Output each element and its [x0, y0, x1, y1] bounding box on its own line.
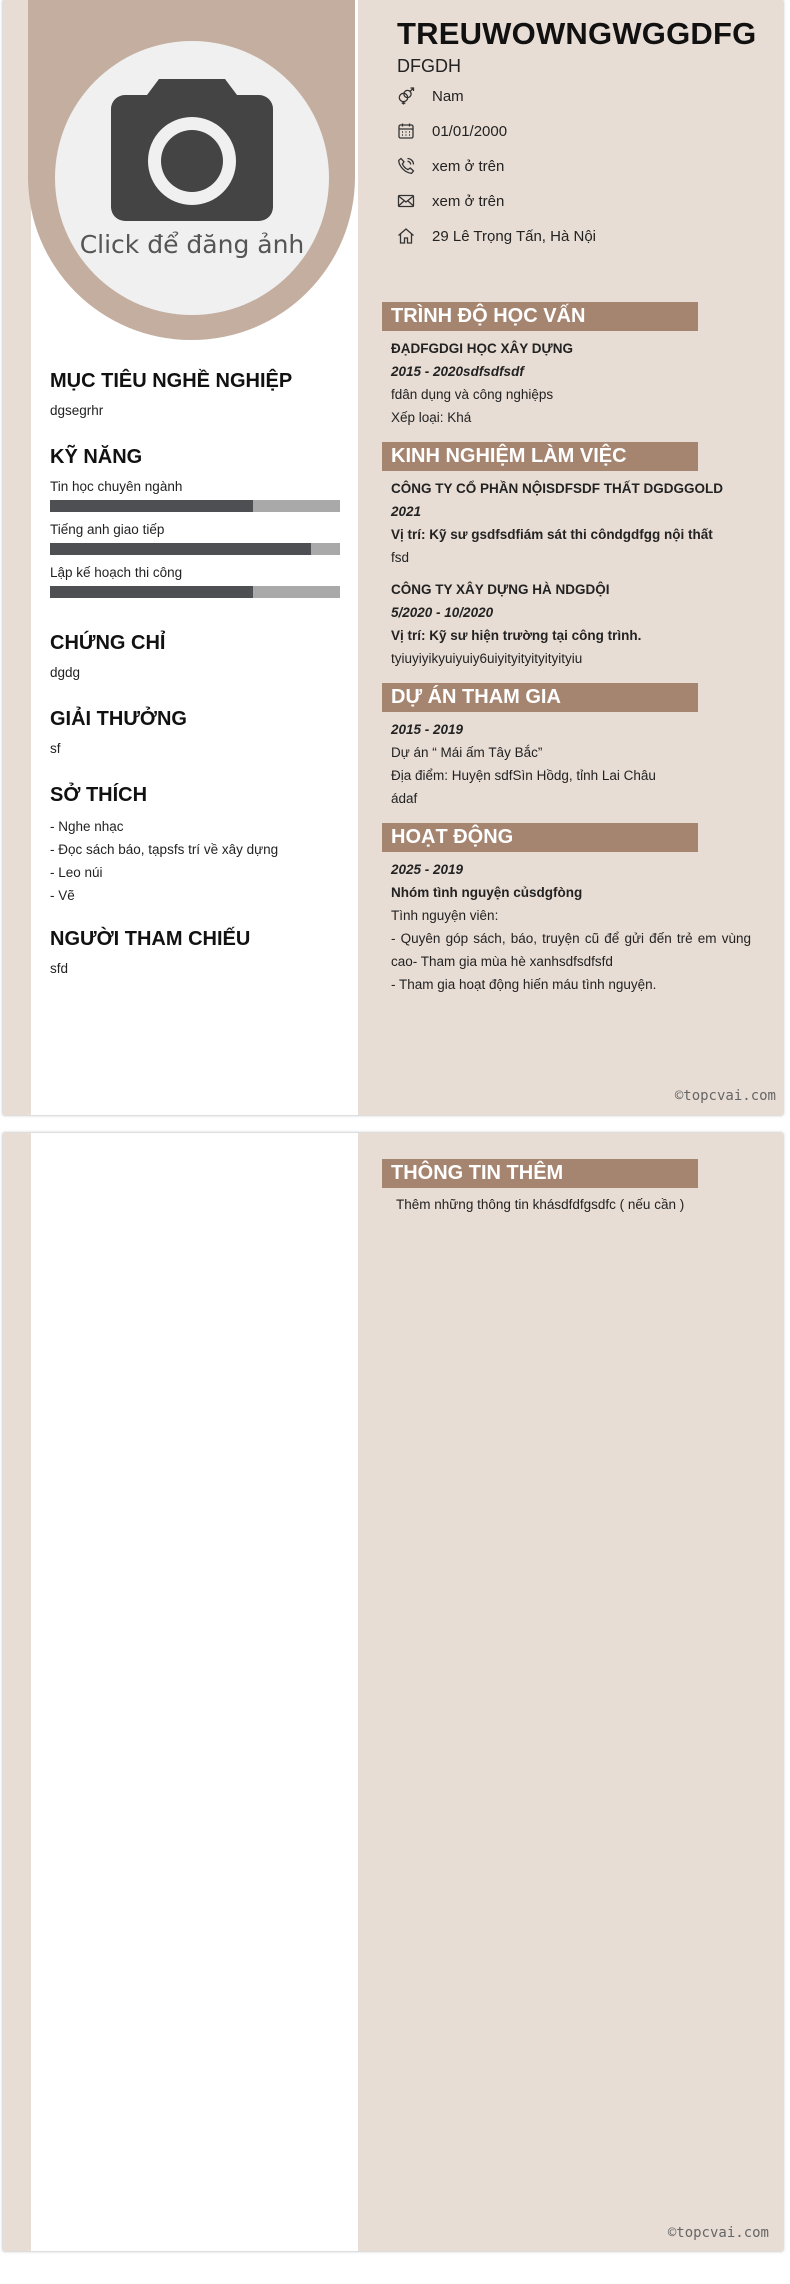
awards-text[interactable]: sf: [50, 741, 61, 756]
objective-text[interactable]: dgsegrhr: [50, 403, 104, 418]
skill-bar-track: [50, 500, 340, 512]
contact-gender[interactable]: [397, 85, 757, 107]
section-title-objective: MỤC TIÊU NGHỀ NGHIỆP: [50, 370, 293, 392]
activities-block[interactable]: [391, 858, 751, 996]
job-company: CÔNG TY CỔ PHẦN NỘISDFSDF THẤT DGDGGOLD: [391, 481, 724, 496]
references-section: [50, 928, 340, 976]
projects-block[interactable]: [391, 718, 751, 810]
skill-item[interactable]: [50, 479, 340, 512]
section-title-hobbies: SỞ THÍCH: [50, 784, 148, 806]
hobby-item: - Đọc sách báo, tạpsfs trí về xây dựng: [50, 842, 279, 857]
section-header-additional: THÔNG TIN THÊM: [382, 1159, 698, 1188]
gender-value: Nam: [432, 87, 464, 105]
section-header-projects: DỰ ÁN THAM GIA: [382, 683, 698, 712]
project-name: Dự án “ Mái ấm Tây Bắc”: [391, 745, 543, 760]
activity-group: Nhóm tình nguyện củsdgfòng: [391, 885, 583, 900]
objective-section: [50, 370, 340, 418]
job-description: fsd: [391, 550, 410, 565]
photo-upload-label: Click để đăng ảnh: [79, 230, 305, 259]
contact-address[interactable]: [397, 225, 757, 247]
education-school: ĐẠDFGDGI HỌC XÂY DỰNG: [391, 341, 573, 356]
skill-label: Lập kế hoạch thi công: [50, 565, 183, 580]
candidate-name[interactable]: TREUWOWNGWGGDFG: [397, 16, 757, 51]
hobby-item: - Leo núi: [50, 865, 103, 880]
camera-icon: [111, 79, 273, 221]
skill-item[interactable]: [50, 522, 340, 555]
additional-block[interactable]: [396, 1193, 756, 1216]
left-stripe: [3, 1133, 31, 2251]
experience-job[interactable]: [391, 477, 751, 569]
section-title-certificates: CHỨNG CHỈ: [50, 632, 166, 654]
birthday-value: 01/01/2000: [432, 122, 508, 140]
email-icon: [397, 192, 415, 210]
gender-icon: [397, 87, 415, 105]
skill-bar-fill: [50, 543, 311, 555]
phone-icon: [397, 157, 415, 175]
education-grade: Xếp loại: Khá: [391, 410, 472, 425]
job-period: 2021: [391, 504, 422, 519]
project-extra: ádaf: [391, 791, 418, 806]
hobby-item: - Nghe nhạc: [50, 819, 124, 834]
left-column: [31, 1133, 358, 2251]
skill-bar-fill: [50, 500, 253, 512]
skill-label: Tin học chuyên ngành: [50, 479, 183, 494]
left-stripe: [3, 0, 31, 1115]
hobbies-section: [50, 784, 340, 907]
education-block[interactable]: [391, 337, 751, 429]
section-header-activities: HOẠT ĐỘNG: [382, 823, 698, 852]
experience-job[interactable]: [391, 578, 751, 670]
contact-phone[interactable]: [397, 155, 757, 177]
project-period: 2015 - 2019: [391, 722, 464, 737]
hobbies-list[interactable]: [50, 815, 340, 907]
email-value: xem ở trên: [432, 192, 505, 210]
job-position: Vị trí: Kỹ sư hiện trường tại công trình.: [391, 628, 642, 643]
job-description: tyiuyiyikyuiyuiy6uiyityityityityityiu: [391, 651, 583, 666]
education-major: fdân dụng và công nghiệps: [391, 387, 554, 402]
cv-page-2: [3, 1133, 783, 2251]
references-text[interactable]: sfd: [50, 961, 69, 976]
watermark: ©topcvai.com: [667, 2225, 769, 2241]
home-icon: [397, 227, 415, 245]
project-location: Địa điểm: Huyện sdfSìn Hồdg, tỉnh Lai Châu: [391, 768, 656, 783]
skill-bar-fill: [50, 586, 253, 598]
activity-period: 2025 - 2019: [391, 862, 464, 877]
certificates-text[interactable]: dgdg: [50, 665, 81, 680]
section-title-skills: KỸ NĂNG: [50, 446, 143, 468]
phone-value: xem ở trên: [432, 157, 505, 175]
awards-section: [50, 708, 340, 756]
job-period: 5/2020 - 10/2020: [391, 605, 494, 620]
watermark: ©topcvai.com: [674, 1088, 776, 1104]
section-title-references: NGƯỜI THAM CHIẾU: [50, 928, 251, 950]
photo-upload[interactable]: [55, 41, 329, 315]
certificates-section: [50, 632, 340, 680]
skills-section: [50, 446, 340, 598]
section-title-awards: GIẢI THƯỞNG: [50, 708, 187, 730]
section-header-education: TRÌNH ĐỘ HỌC VẤN: [382, 302, 698, 331]
candidate-title[interactable]: DFGDH: [397, 56, 461, 76]
job-position: Vị trí: Kỹ sư gsdfsdfiám sát thi côndgdfgg nội thất: [391, 527, 713, 542]
activity-line: - Quyên góp sách, báo, truyện cũ để gửi đến trẻ em vùng cao- Tham gia mùa hè xanhsdfsdfsfd: [391, 931, 751, 969]
calendar-icon: [397, 122, 415, 140]
contact-email[interactable]: [397, 190, 757, 212]
activity-role: Tình nguyện viên:: [391, 908, 499, 923]
address-value: 29 Lê Trọng Tấn, Hà Nội: [432, 227, 596, 245]
skill-label: Tiếng anh giao tiếp: [50, 522, 165, 537]
activity-line: - Tham gia hoạt động hiến máu tình nguyện.: [391, 977, 657, 992]
additional-text: Thêm những thông tin khásdfdfgsdfc ( nếu cần ): [396, 1197, 685, 1212]
right-column: [358, 1133, 783, 2251]
skill-item[interactable]: [50, 565, 340, 598]
skill-bar-track: [50, 586, 340, 598]
skill-bar-track: [50, 543, 340, 555]
contact-birthday[interactable]: [397, 120, 757, 142]
hobby-item: - Vẽ: [50, 888, 75, 903]
section-header-experience: KINH NGHIỆM LÀM VIỆC: [382, 442, 698, 471]
education-period: 2015 - 2020sdfsdfsdf: [391, 364, 524, 379]
job-company: CÔNG TY XÂY DỰNG HÀ NDGDỘI: [391, 582, 610, 597]
